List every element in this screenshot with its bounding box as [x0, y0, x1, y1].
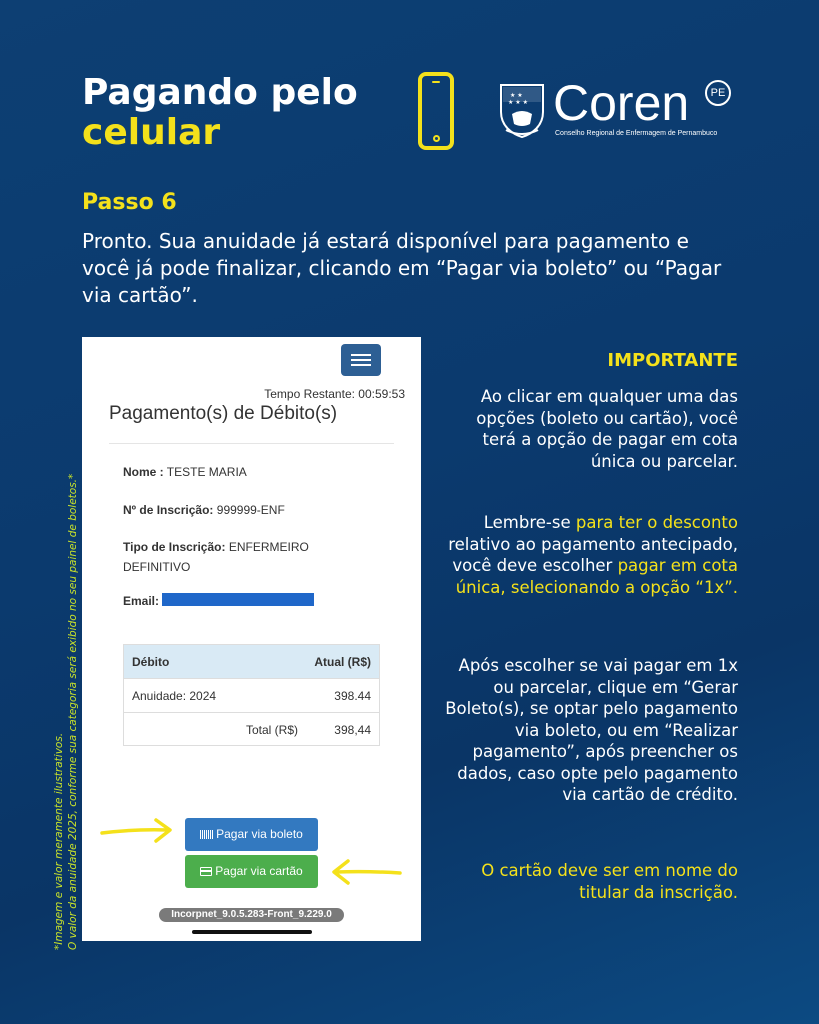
registration-type-field — [123, 540, 309, 554]
coren-logo-subtitle: Conselho Regional de Enfermagem de Pernambuco — [555, 130, 718, 137]
pay-boleto-label: Pagar via boleto — [216, 827, 303, 841]
table-total-row — [124, 713, 379, 747]
table-row — [124, 679, 379, 713]
disclaimer-line-1: *Imagem e valor meramente ilustrativos. — [53, 732, 65, 950]
svg-text:★ ★ ★: ★ ★ ★ — [508, 99, 528, 106]
step-label: Passo 6 — [82, 190, 177, 215]
credit-card-icon — [200, 867, 212, 876]
coren-shield-logo — [498, 82, 546, 138]
divider — [109, 443, 394, 444]
barcode-icon — [200, 830, 213, 839]
col-atual: Atual (R$) — [314, 655, 371, 669]
home-indicator — [192, 930, 312, 934]
p2-highlight-single-payment: pagar em cota única, selecionando a opção “1x”. — [455, 556, 738, 597]
important-title: IMPORTANTE — [607, 350, 738, 371]
name-value: TESTE MARIA — [166, 465, 247, 479]
payment-title: Pagamento(s) de Débito(s) — [109, 403, 338, 424]
important-paragraph-1: Ao clicar em qualquer uma das opções (boleto ou cartão), você terá a opção de pagar em cota única ou parcelar. — [476, 387, 738, 471]
total-value: 398,44 — [334, 723, 371, 737]
title-line-2: celular — [82, 112, 221, 153]
row-label: Anuidade: 2024 — [132, 689, 217, 703]
total-label: Total (R$) — [246, 723, 299, 737]
step-instructions: Pronto. Sua anuidade já estará disponível para pagamento e você já pode finalizar, clicando em “Pagar via boleto” ou “Pagar via cartão”. — [82, 229, 722, 307]
registration-value: 999999-ENF — [216, 503, 285, 517]
debt-table — [123, 644, 380, 746]
registration-label: Nº de Inscrição: — [123, 503, 214, 517]
menu-icon[interactable] — [341, 344, 381, 376]
important-paragraph-3: Após escolher se vai pagar em 1x ou parcelar, clique em “Gerar Boleto(s), se optar pelo pagamento via boleto, ou em “Realizar pagamento”, após preencher os dados, caso opte pelo pagamento via cartão de crédito. — [445, 656, 738, 804]
p2-part-c: relativo ao pagamento antecipado, você deve escolher — [448, 534, 738, 575]
row-value: 398.44 — [334, 689, 371, 703]
p2-part-a: Lembre-se — [483, 513, 576, 532]
col-debito: Débito — [132, 655, 170, 669]
pay-card-button[interactable] — [185, 855, 318, 888]
email-redacted — [162, 593, 314, 606]
pay-card-label: Pagar via cartão — [215, 864, 303, 878]
important-paragraph-4: O cartão deve ser em nome do titular da inscrição. — [481, 861, 738, 902]
arrow-left-icon — [328, 855, 404, 889]
name-label: Nome : — [123, 465, 164, 479]
arrow-right-icon — [98, 815, 176, 847]
important-paragraph-2 — [440, 512, 738, 598]
email-field — [123, 594, 159, 608]
payment-screen-screenshot — [82, 337, 421, 941]
p2-highlight-discount: para ter o desconto — [575, 513, 738, 532]
email-label: Email: — [123, 594, 160, 608]
table-header — [124, 645, 379, 679]
coren-pe-badge: PE — [705, 80, 731, 106]
version-badge: Incorpnet_9.0.5.283-Front_9.229.0 — [159, 908, 344, 922]
name-field — [123, 465, 247, 479]
registration-type-label: Tipo de Inscrição: — [123, 540, 226, 554]
phone-icon — [418, 72, 454, 150]
svg-text:★ ★: ★ ★ — [510, 92, 523, 99]
coren-logo-text: Coren — [553, 75, 690, 131]
registration-field — [123, 503, 285, 517]
registration-type-value: ENFERMEIRO — [228, 540, 309, 554]
time-remaining: Tempo Restante: 00:59:53 — [264, 387, 405, 401]
disclaimer-line-2: O valor da anuidade 2025, conforme sua categoria será exibido no seu painel de boletos.* — [67, 473, 79, 950]
title-line-1: Pagando pelo — [82, 72, 358, 113]
registration-type-value-2: DEFINITIVO — [123, 560, 191, 574]
pay-boleto-button[interactable] — [185, 818, 318, 851]
